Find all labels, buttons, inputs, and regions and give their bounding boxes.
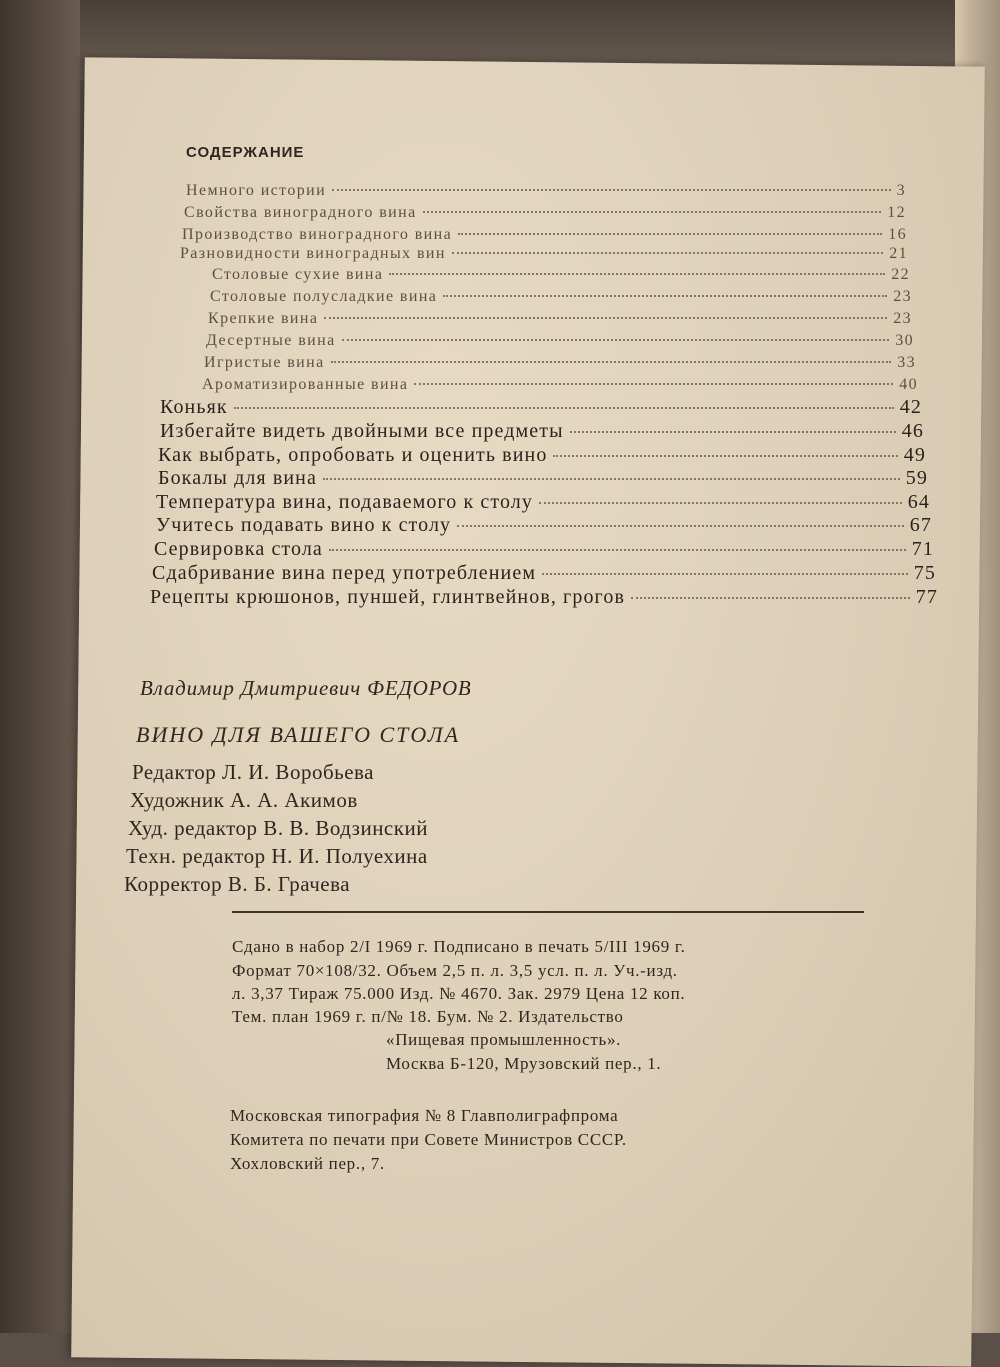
printer-line: Хохловский пер., 7. <box>230 1154 385 1173</box>
credit-line: Худ. редактор В. В. Водзинский <box>128 816 428 840</box>
toc-entry-label: Игристые вина <box>204 354 325 371</box>
credit-line: Художник А. А. Акимов <box>130 788 358 812</box>
printer-line: Комитета по печати при Совете Министров СССР. <box>230 1130 627 1149</box>
toc-entry-page: 64 <box>907 491 930 513</box>
toc-entry <box>158 444 926 467</box>
toc-entry <box>204 354 916 372</box>
toc-entry-page: 21 <box>889 245 908 262</box>
publication-line: Сдано в набор 2/I 1969 г. Подписано в печать 5/III 1969 г. <box>232 937 686 956</box>
toc-entry <box>156 491 930 514</box>
toc-leader <box>570 431 896 433</box>
publication-line: Формат 70×108/32. Объем 2,5 п. л. 3,5 усл. п. л. Уч.-изд. <box>232 961 678 980</box>
toc-entry <box>160 396 922 419</box>
credit-line: Техн. редактор Н. И. Полуехина <box>126 844 428 868</box>
toc-entry-label: Столовые сухие вина <box>212 266 384 283</box>
toc-entry-label: Ароматизированные вина <box>202 376 409 393</box>
toc-entry-page: 49 <box>903 444 926 466</box>
toc-entry-label: Крепкие вина <box>208 310 319 327</box>
toc-entry-label: Как выбрать, опробовать и оценить вино <box>158 444 548 466</box>
toc-entry-page: 16 <box>888 226 907 243</box>
book-title: ВИНО ДЛЯ ВАШЕГО СТОЛА <box>136 722 461 747</box>
publication-line: «Пищевая промышленность». <box>386 1030 622 1049</box>
toc-entry <box>182 226 907 244</box>
toc-entry-label: Бокалы для вина <box>158 467 317 489</box>
toc-title: СОДЕРЖАНИЕ <box>186 144 305 161</box>
toc-entry <box>210 288 912 306</box>
toc-entry-label: Разновидности виноградных вин <box>180 245 446 262</box>
toc-leader <box>542 573 908 575</box>
divider-line <box>232 911 864 913</box>
toc-entry-label: Сдабривание вина перед употреблением <box>152 562 537 584</box>
toc-entry-page: 3 <box>896 182 906 199</box>
toc-leader <box>423 211 882 213</box>
toc-leader <box>329 549 906 551</box>
toc-entry-label: Температура вина, подаваемого к столу <box>156 491 533 513</box>
toc-entry <box>150 586 938 609</box>
toc-leader <box>323 478 900 480</box>
toc-leader <box>452 252 883 254</box>
background-left <box>0 0 80 1333</box>
toc-leader <box>324 317 887 319</box>
publication-line: л. 3,37 Тираж 75.000 Изд. № 4670. Зак. 2979 Цена 12 коп. <box>232 984 686 1003</box>
toc-entry <box>186 182 906 200</box>
toc-entry-label: Немного истории <box>186 182 327 199</box>
toc-entry-label: Учитесь подавать вино к столу <box>156 514 452 536</box>
toc-entry-page: 30 <box>895 332 914 349</box>
toc-entry <box>160 420 924 443</box>
toc-entry-label: Производство виноградного вина <box>182 226 453 243</box>
toc-leader <box>234 407 894 409</box>
toc-entry <box>180 245 908 263</box>
toc-entry-page: 77 <box>915 586 938 608</box>
toc-entry <box>154 538 934 561</box>
toc-entry-label: Столовые полусладкие вина <box>210 288 438 305</box>
toc-leader <box>631 597 910 599</box>
toc-entry-page: 46 <box>901 420 924 442</box>
toc-entry-label: Избегайте видеть двойными все предметы <box>160 420 564 442</box>
toc-entry <box>202 376 918 394</box>
toc-entry-page: 59 <box>905 467 928 489</box>
toc-entry-page: 23 <box>893 288 912 305</box>
toc-entry <box>208 310 912 328</box>
toc-entry-page: 40 <box>899 376 918 393</box>
toc-entry-label: Коньяк <box>160 396 228 418</box>
toc-entry <box>156 514 932 537</box>
toc-leader <box>332 189 891 191</box>
toc-entry <box>206 332 914 350</box>
toc-leader <box>389 273 885 275</box>
toc-entry-page: 23 <box>893 310 912 327</box>
toc-entry <box>158 467 928 490</box>
credit-line: Редактор Л. И. Воробьева <box>132 760 374 784</box>
credit-line: Корректор В. Б. Грачева <box>124 872 351 896</box>
toc-entry-label: Рецепты крюшонов, пуншей, глинтвейнов, грогов <box>150 586 626 608</box>
author-name: Владимир Дмитриевич ФЕДОРОВ <box>140 676 472 700</box>
toc-leader <box>553 455 897 457</box>
toc-entry-page: 71 <box>911 538 934 560</box>
toc-entry-page: 42 <box>899 396 922 418</box>
toc-leader <box>414 383 893 385</box>
toc-leader <box>458 233 882 235</box>
toc-entry-page: 75 <box>913 562 936 584</box>
toc-entry <box>184 204 906 222</box>
toc-leader <box>457 525 904 527</box>
toc-leader <box>342 339 890 341</box>
toc-entry-page: 22 <box>891 266 910 283</box>
toc-entry-label: Свойства виноградного вина <box>184 204 417 221</box>
toc-entry-label: Сервировка стола <box>154 538 323 560</box>
publication-line: Москва Б-120, Мрузовский пер., 1. <box>386 1054 662 1073</box>
publication-line: Тем. план 1969 г. п/№ 18. Бум. № 2. Издательство <box>232 1007 624 1026</box>
toc-entry-page: 67 <box>909 514 932 536</box>
toc-entry <box>152 562 936 585</box>
toc-leader <box>443 295 887 297</box>
toc-entry-page: 33 <box>897 354 916 371</box>
printer-line: Московская типография № 8 Главполиграфпрома <box>230 1106 619 1125</box>
toc-entry-page: 12 <box>887 204 906 221</box>
toc-leader <box>539 502 902 504</box>
toc-entry-label: Десертные вина <box>206 332 336 349</box>
toc-entry <box>212 266 910 284</box>
toc-leader <box>331 361 892 363</box>
